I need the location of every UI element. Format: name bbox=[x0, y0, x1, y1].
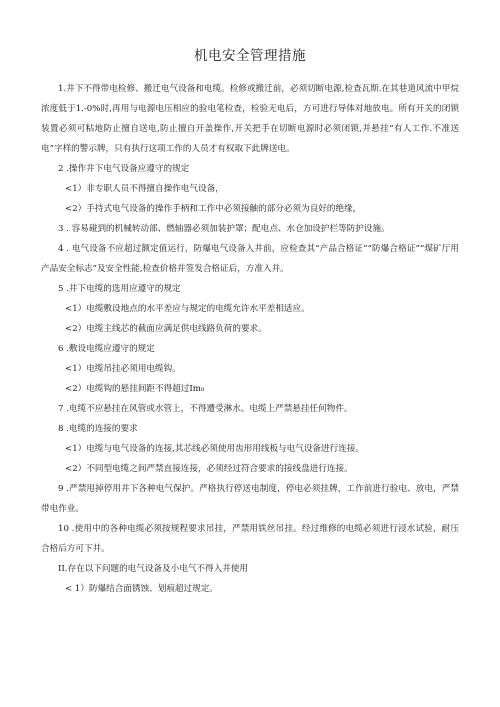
paragraph-4: 4 . 电气设备不应超过额定值运行，防爆电气设备入井前，应检查其“产品合格证”“防爆合格证”“煤矿厅用产品安全标志”及安全性能,检查价格并签发合格证后，方准入并。 bbox=[41, 244, 459, 274]
paragraph-5-item-2: <2）电缆主线芯的截面应满足供电线路负荷的要求。 bbox=[65, 324, 267, 334]
paragraph-8-heading: 8 .电缆的连接的要求 bbox=[58, 424, 138, 434]
paragraph-5-item-1: <1）电缆敷设地点的水平差应与规定的电缆允许水平差相适应。 bbox=[65, 304, 310, 314]
document-page bbox=[41, 44, 459, 599]
paragraph-8-item-1: <1）电缆与电气设备的连接,其芯线必须使用齿形用线板与电气设备进行连接。 bbox=[65, 444, 364, 454]
paragraph-6-heading: 6 .敷设电缆应遵守的规定 bbox=[58, 344, 155, 354]
paragraph-3: 3 . 容易碰到的机械转动部、燃轴器必须加装护罩；配电点、水仓加设护栏等防护设施。 bbox=[58, 224, 390, 234]
paragraph-8-item-2: <2）不同型电缆之间严禁直接连接，必须经过符合要求的接线盘进行连接。 bbox=[65, 464, 353, 474]
paragraph-2-heading: 2 .操作井下电气设备应遵守的规定 bbox=[58, 164, 190, 174]
paragraph-6-item-2: <2）电缆钩的悬挂间距不得超过Im₀ bbox=[65, 384, 205, 394]
paragraph-2-item-2: <2）手持式电气设备的操作手柄和工作中必须接触的部分必须为良好的绝缘， bbox=[65, 204, 362, 214]
paragraph-11-heading: II.存在以下问题的电气设备及小电气不得入井使用 bbox=[58, 564, 248, 574]
paragraph-1: 1.井下不得带电检修、搬迁电气设备和电缆。检修或搬迁前，必须切断电源,检查瓦斯.在其巷道风流中甲烷浓度低于1.-0%时,再用与电源电压相应的验电笔检查，检验无电后，方可进行导体对地放电。所有开关的闭锁装置必须可粘地防止擅自送电,防止擅自开盖操作,开关把手在切断电源时必须闭锁,并悬挂“有人工作.不准送电”字样的警示牌，只有执行这项工作的人员才有权取下此牌送电。 bbox=[41, 84, 459, 154]
paragraph-10: 10 .使用中的各种电缆必须按规程要求吊挂，严禁用铁丝吊挂。经过维修的电缆必须进行浸水试验，耐压合格后方可下井。 bbox=[41, 524, 459, 554]
document-body bbox=[41, 79, 459, 599]
paragraph-9: 9 .严禁甩掉停用井下各种电气保护。严格执行停送电制度，停电必须挂牌，工作前进行验电、放电，严禁带电作业。 bbox=[41, 484, 459, 514]
paragraph-7: 7 .电缆不应悬挂在风管或水管上，不得遭受淋水。电缆上严禁悬挂任何物件。 bbox=[58, 404, 353, 414]
paragraph-11-item-1: < 1）防爆结合面锈蚀、划痕超过规定。 bbox=[65, 584, 218, 594]
paragraph-6-item-1: <1）电缆吊挂必须用电缆钩。 bbox=[65, 364, 181, 374]
paragraph-2-item-1: <1）非专职人员不得擅自操作电气设备， bbox=[65, 184, 224, 194]
paragraph-5-heading: 5 .井下电缆的选用应遵守的规定 bbox=[58, 284, 181, 294]
document-title: 机电安全管理措施 bbox=[194, 48, 306, 64]
